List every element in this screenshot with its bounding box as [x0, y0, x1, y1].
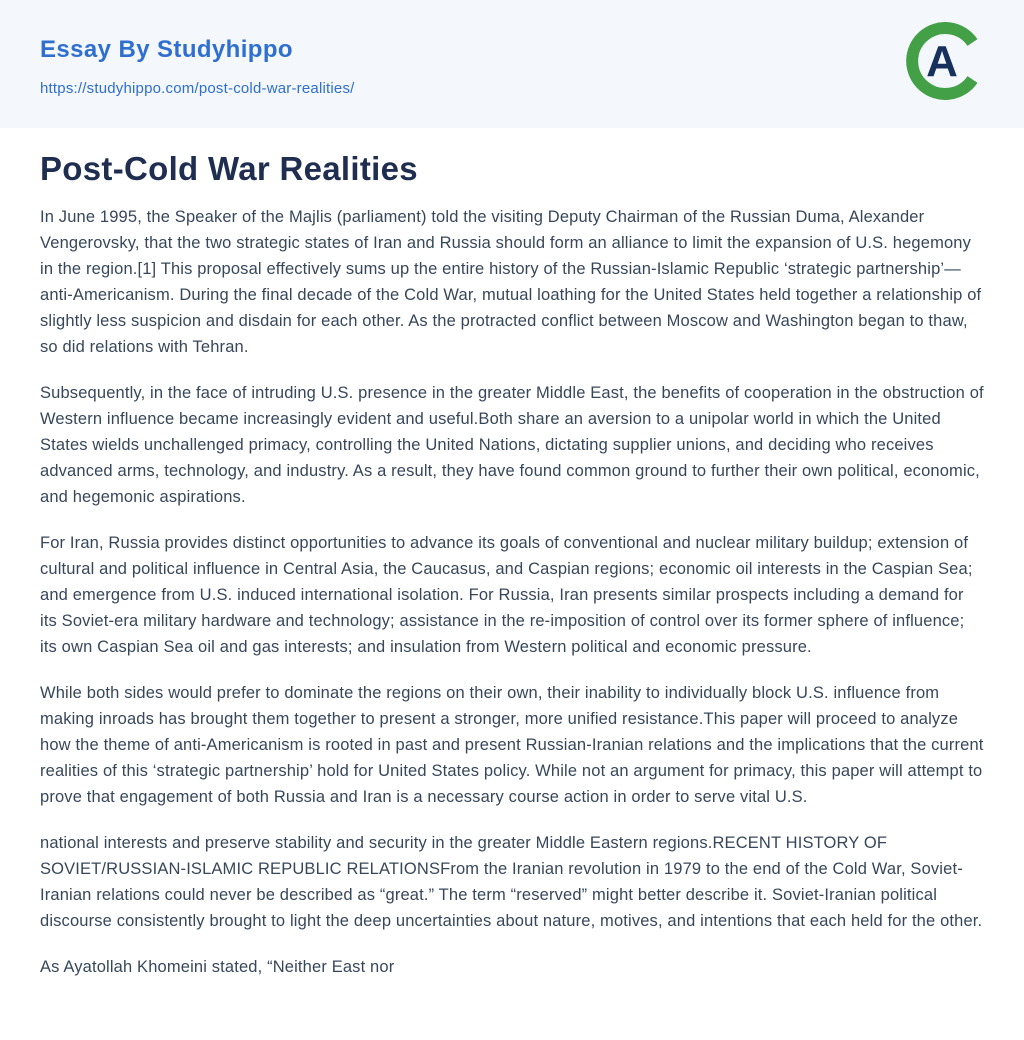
article-paragraph: national interests and preserve stability and security in the greater Middle Eastern regions.RECENT HISTORY OF SOVIET/RUSSIAN-ISLAMIC REPUBLIC RELATIONSFrom the Iranian revolution in 1979 to the end of the Cold War, Soviet-Iranian relations could never be described as “great.” The term “reserved” might better describe it. Soviet-Iranian political discourse consistently brought to light the deep uncertainties about nature, motives, and intentions that each held for the other.: [40, 834, 983, 930]
page-title: Post-Cold War Realities: [40, 150, 418, 187]
article-paragraph: Subsequently, in the face of intruding U.S. presence in the greater Middle East, the benefits of cooperation in the obstruction of Western influence became increasingly evident and useful.Both share an aversion to a unipolar world in which the United States wields unchallenged primacy, controlling the United Nations, dictating supplier unions, and deciding who receives advanced arms, technology, and industry. As a result, they have found common ground to further their own political, economic, and hegemonic aspirations.: [40, 384, 984, 506]
logo-letter: A: [926, 37, 958, 86]
article-paragraph: For Iran, Russia provides distinct opportunities to advance its goals of conventional and nuclear military buildup; extension of cultural and political influence in Central Asia, the Caucasus, and Caspian regions; economic oil interests in the Caspian Sea; and emergence from U.S. induced international isolation. For Russia, Iran presents similar prospects including a demand for its Soviet-era military hardware and technology; assistance in the re-imposition of control over its former sphere of influence; its own Caspian Sea oil and gas interests; and insulation from Western political and economic pressure.: [40, 534, 973, 656]
article-body: [40, 204, 984, 980]
article-url-link[interactable]: https://studyhippo.com/post-cold-war-realities/: [40, 80, 355, 97]
site-header: [0, 0, 1024, 128]
studyhippo-logo-icon: [906, 22, 984, 100]
article-paragraph: As Ayatollah Khomeini stated, “Neither East nor: [40, 958, 395, 976]
article-paragraph: While both sides would prefer to dominate the regions on their own, their inability to individually block U.S. influence from making inroads has brought them together to present a stronger, more unified resistance.This paper will proceed to analyze how the theme of anti-Americanism is rooted in past and present Russian-Iranian relations and the implications that the current realities of this ‘strategic partnership’ hold for United States policy. While not an argument for primacy, this paper will attempt to prove that engagement of both Russia and Iran is a necessary course action in order to serve vital U.S.: [40, 684, 984, 806]
article: [0, 128, 1024, 1040]
article-paragraph: In June 1995, the Speaker of the Majlis (parliament) told the visiting Deputy Chairman of the Russian Duma, Alexander Vengerovsky, that the two strategic states of Iran and Russia should form an alliance to limit the expansion of U.S. hegemony in the region.[1] This proposal effectively sums up the entire history of the Russian-Islamic Republic ‘strategic partnership’—anti-Americanism. During the final decade of the Cold War, mutual loathing for the United States held together a relationship of slightly less suspicion and disdain for each other. As the protracted conflict between Moscow and Washington began to thaw, so did relations with Tehran.: [40, 208, 982, 356]
site-title: Essay By Studyhippo: [40, 36, 293, 63]
logo-ring-icon: [906, 22, 984, 100]
